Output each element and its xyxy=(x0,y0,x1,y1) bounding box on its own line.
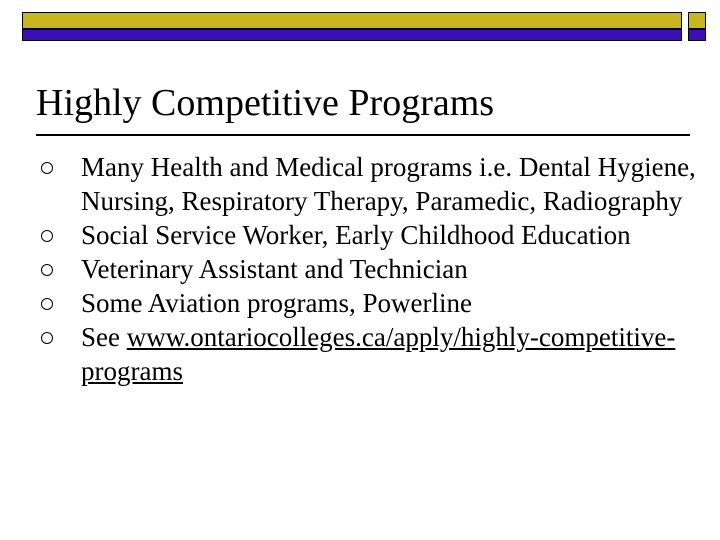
bullet-text: Some Aviation programs, Powerline xyxy=(81,288,472,318)
top-decorative-bar xyxy=(22,12,682,32)
bullet-list xyxy=(36,150,696,388)
ontariocolleges-link[interactable]: www.ontariocolleges.ca/apply/highly-competitive-programs xyxy=(81,322,676,386)
bullet-item xyxy=(36,320,696,388)
hollow-circle-bullet-icon xyxy=(41,264,53,276)
bullet-prefix: See xyxy=(81,322,127,352)
corner-purple-square xyxy=(688,29,706,41)
bullet-text: Many Health and Medical programs i.e. Dental Hygiene, Nursing, Respiratory Therapy, Paramedic, Radiography xyxy=(81,152,696,216)
bullet-item xyxy=(36,286,696,320)
bullet-text: Social Service Worker, Early Childhood Education xyxy=(81,220,631,250)
purple-stripe xyxy=(22,29,682,41)
hollow-circle-bullet-icon xyxy=(41,298,53,310)
bullet-item xyxy=(36,150,696,218)
gold-stripe xyxy=(22,12,682,29)
bullet-item xyxy=(36,218,696,252)
hollow-circle-bullet-icon xyxy=(41,162,53,174)
corner-decoration xyxy=(688,12,706,41)
hollow-circle-bullet-icon xyxy=(41,332,53,344)
hollow-circle-bullet-icon xyxy=(41,230,53,242)
corner-gold-square xyxy=(688,12,706,29)
title-underline xyxy=(36,134,690,136)
slide-title: Highly Competitive Programs xyxy=(36,82,495,124)
bullet-text: Veterinary Assistant and Technician xyxy=(81,254,468,284)
bullet-item xyxy=(36,252,696,286)
